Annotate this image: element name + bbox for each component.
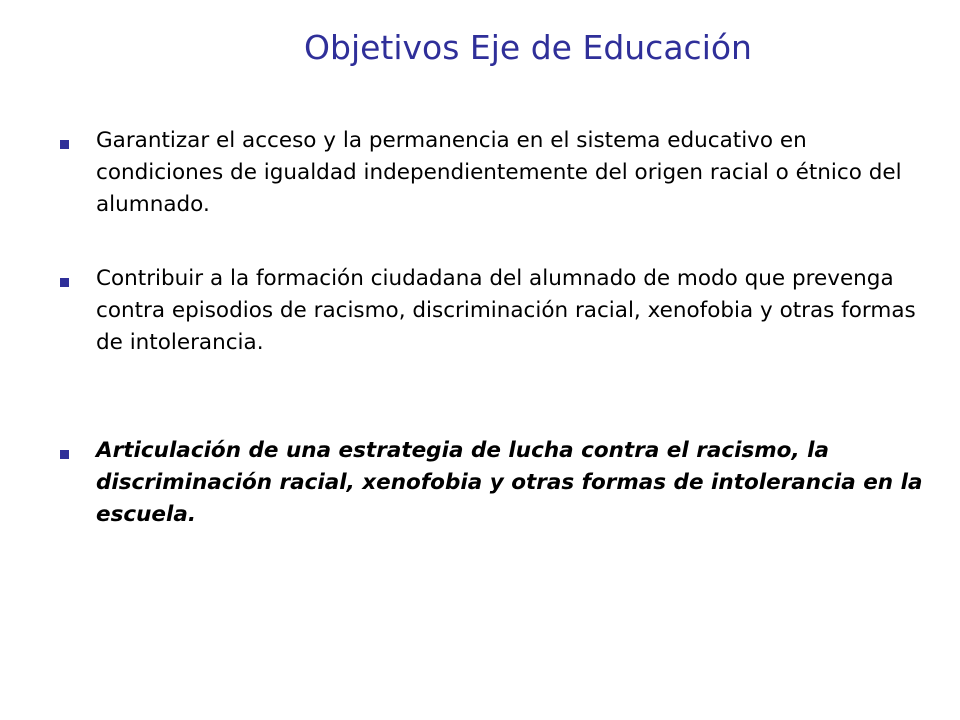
square-bullet-icon <box>60 450 69 459</box>
bullet-text-emphasized: Articulación de una estrategia de lucha contra el racismo, la discriminación racial, xenofobia y otras formas de intolerancia en la escuela. <box>96 438 923 527</box>
bullet-text: Garantizar el acceso y la permanencia en el sistema educativo en condiciones de igualdad independientemente del origen racial o étnico del alumnado. <box>96 128 902 217</box>
slide-title: Objetivos Eje de Educación <box>304 28 752 67</box>
square-bullet-icon <box>60 278 69 287</box>
square-bullet-icon <box>60 140 69 149</box>
bullet-text: Contribuir a la formación ciudadana del alumnado de modo que prevenga contra episodios de racismo, discriminación racial, xenofobia y otras formas de intolerancia. <box>96 266 916 355</box>
